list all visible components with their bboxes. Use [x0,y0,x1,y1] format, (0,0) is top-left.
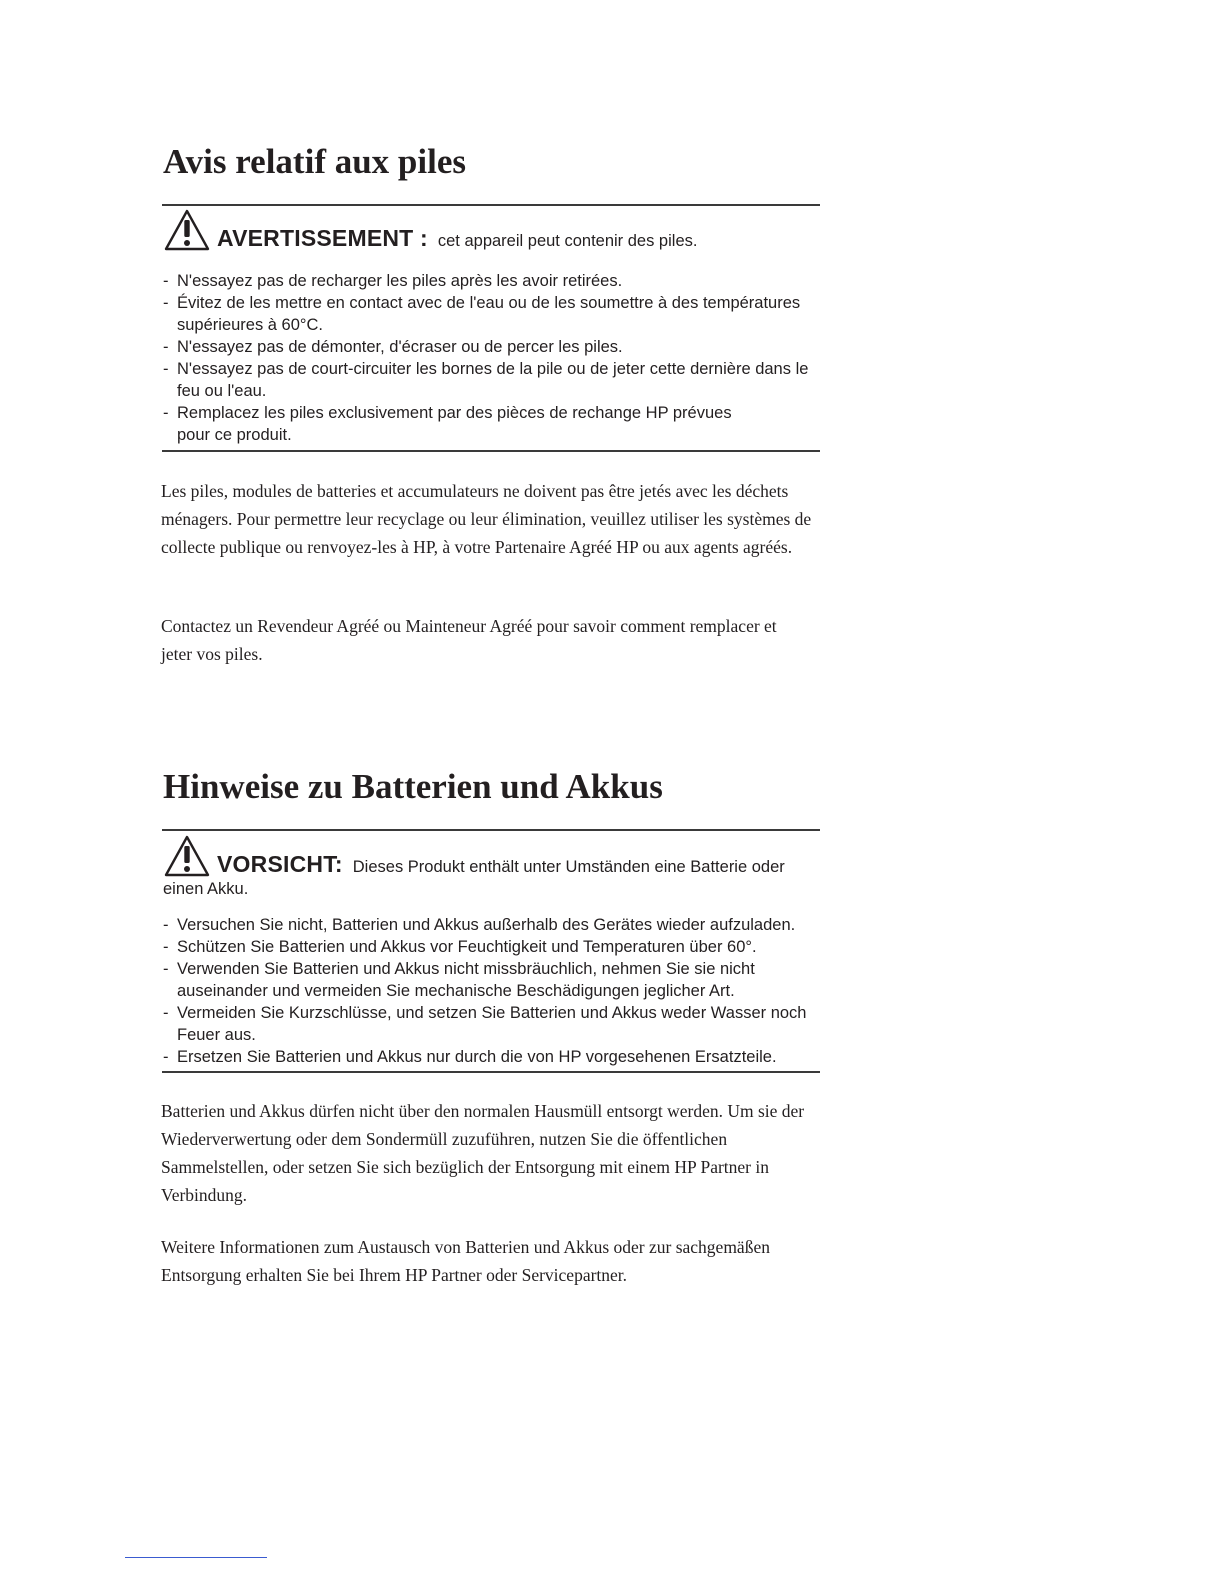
warning-label-de: VORSICHT: [217,851,343,877]
page-title-de: Hinweise zu Batterien und Akkus [163,767,663,806]
list-item: - N'essayez pas de démonter, d'écraser ou de percer les piles. [163,336,813,358]
warning-label-fr: AVERTISSEMENT : [217,225,428,251]
list-item: - Verwenden Sie Batterien und Akkus nicht missbräuchlich, nehmen Sie sie nicht auseinander und vermeiden Sie mechanische Beschädigungen jeglicher Art. [163,958,813,1002]
paragraph-de-2: Weitere Informationen zum Austausch von Batterien und Akkus oder zur sachgemäßen Entsorgung erhalten Sie bei Ihrem HP Partner oder Servicepartner. [161,1237,770,1285]
warning-header-fr [163,208,813,252]
list-item: - Vermeiden Sie Kurzschlüsse, und setzen Sie Batterien und Akkus weder Wasser noch Feuer aus. [163,1002,813,1046]
list-item: - Versuchen Sie nicht, Batterien und Akkus außerhalb des Gerätes wieder aufzuladen. [163,914,813,936]
paragraph-fr-1: Les piles, modules de batteries et accumulateurs ne doivent pas être jetés avec les déchets ménagers. Pour permettre leur recyclage ou leur élimination, veuillez utiliser les systèmes de collecte publique ou renvoyez-les à HP, à votre Partenaire Agréé HP ou aux agents agréés. [161,481,812,557]
divider-bottom-fr [162,450,820,452]
warning-triangle-icon [163,208,211,252]
list-item: - Évitez de les mettre en contact avec de l'eau ou de les soumettre à des températures supérieures à 60°C. [163,292,813,336]
list-item: - Schützen Sie Batterien und Akkus vor Feuchtigkeit und Temperaturen über 60°. [163,936,813,958]
warning-text-de: Dieses Produkt enthält unter Umständen eine Batterie oder einen Akku. [163,858,785,898]
page-title-fr: Avis relatif aux piles [163,142,467,181]
warning-text-fr: cet appareil peut contenir des piles. [437,232,698,250]
warning-header-de [163,834,813,900]
list-item: - N'essayez pas de recharger les piles après les avoir retirées. [163,270,813,292]
warning-list-de [163,914,813,1068]
paragraph-de-1: Batterien und Akkus dürfen nicht über den normalen Hausmüll entsorgt werden. Um sie der Wiederverwertung oder dem Sondermüll zuzuführen, nutzen Sie die öffentlichen Sammelstellen, oder setzen Sie sich bezüglich der Entsorgung mit einem HP Partner in Verbindung. [161,1101,805,1205]
divider-top-fr [162,204,820,206]
warning-list-fr [163,270,813,446]
divider-top-de [162,829,820,831]
footer-rule [125,1557,267,1558]
warning-triangle-icon [163,834,211,878]
list-item: - Ersetzen Sie Batterien und Akkus nur durch die von HP vorgesehenen Ersatzteile. [163,1046,813,1068]
list-item: - N'essayez pas de court-circuiter les bornes de la pile ou de jeter cette dernière dans le feu ou l'eau. [163,358,813,402]
list-item: - Remplacez les piles exclusivement par des pièces de rechange HP prévues pour ce produit. [163,402,813,446]
divider-bottom-de [162,1071,820,1073]
paragraph-fr-2: Contactez un Revendeur Agréé ou Mainteneur Agréé pour savoir comment remplacer et jeter vos piles. [161,616,777,664]
